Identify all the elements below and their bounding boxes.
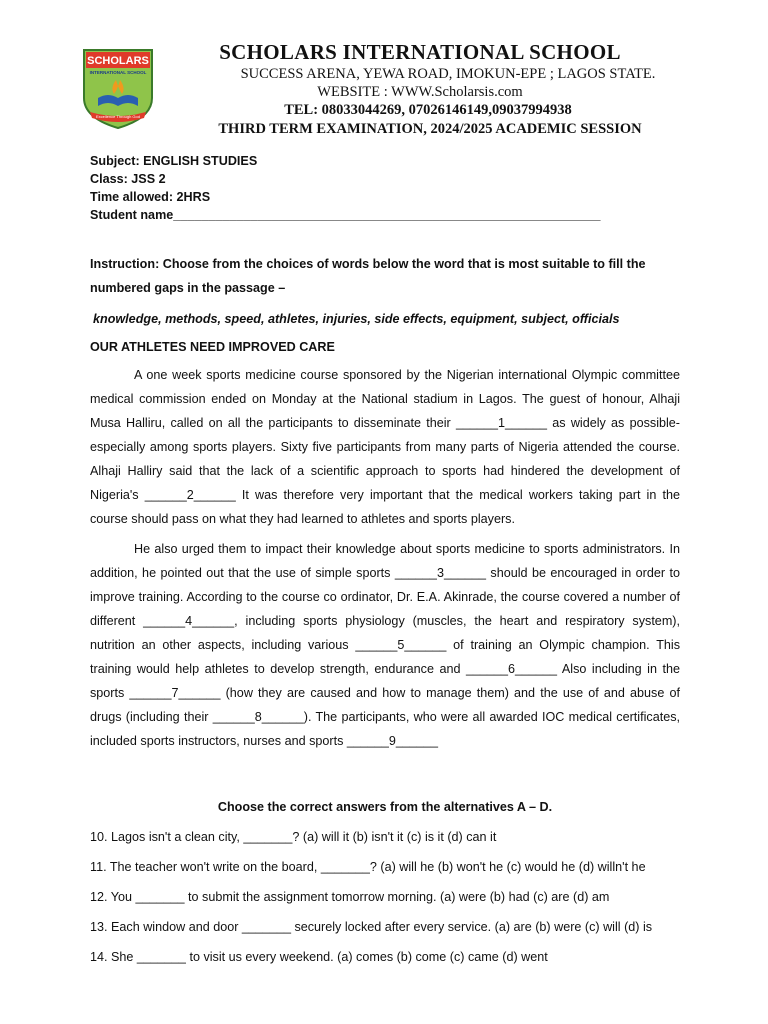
school-website: WEBSITE : WWW.Scholarsis.com	[317, 84, 523, 100]
passage-title: OUR ATHLETES NEED IMPROVED CARE	[90, 340, 335, 354]
logo-subtext: INTERNATIONAL SCHOOL	[89, 70, 147, 75]
question-list	[90, 828, 680, 966]
question-item: 12. You _______ to submit the assignment tomorrow morning. (a) were (b) had (c) are (d) am	[90, 890, 610, 904]
instruction: Instruction: Choose from the choices of words below the word that is most suitable to fill the numbered gaps in the passage –	[90, 257, 646, 295]
school-address: SUCCESS ARENA, YEWA ROAD, IMOKUN-EPE ; LAGOS STATE.	[240, 66, 656, 82]
passage-paragraph: A one week sports medicine course sponsored by the Nigerian international Olympic committee medical commission ended on Monday at the National stadium in Lagos. The guest of honour, Alhaji Musa Halliru, called on all the participants to disseminate their ______1______ as widely as possible-especially among sports players. Sixty five participants from many parts of Nigeria attended the course. Alhaji Halliry said that the lack of a scientific approach to sports had hindered the development of Nigeria's ______2______ It was therefore very important that the medical workers taking part in the course should pass on what they had learned to athletes and sports players.	[90, 368, 680, 526]
passage-paragraph: He also urged them to impact their knowledge about sports medicine to sports administrators. In addition, he pointed out that the use of simple sports ______3______ should be encouraged in order to improve training. According to the course co ordinator, Dr. E.A. Akinrade, the course covered a number of different ______4______, including sports physiology (muscles, the heart and respiratory system), nutrition an other aspects, including various ______5______ of training an Olympic champion. This training would help athletes to develop strength, endurance and ______6______ Also including in the sports ______7______ (how they are caused and how to manage them) and the use of and abuse of drugs (including their ______8______). The participants, who were all awarded IOC medical certificates, included sports instructors, nurses and sports ______9______	[90, 542, 680, 748]
class-line: Class: JSS 2	[90, 172, 166, 186]
section-b-instruction: Choose the correct answers from the alternatives A – D.	[217, 800, 553, 814]
exam-info	[90, 152, 680, 224]
school-name: SCHOLARS INTERNATIONAL SCHOOL	[219, 40, 621, 64]
student-name-line: Student name_____________________________________________________________	[90, 208, 601, 222]
subject-line: Subject: ENGLISH STUDIES	[90, 154, 258, 168]
logo-text: SCHOLARS	[87, 55, 149, 67]
logo-motto: Excellence Through God	[96, 114, 140, 119]
question-item: 14. She _______ to visit us every weekend. (a) comes (b) come (c) came (d) went	[90, 950, 548, 964]
word-list: knowledge, methods, speed, athletes, injuries, side effects, equipment, subject, officials	[93, 312, 620, 326]
question-item: 10. Lagos isn't a clean city, _______? (a) will it (b) isn't it (c) is it (d) can it	[90, 830, 497, 844]
time-line: Time allowed: 2HRS	[90, 190, 211, 204]
school-header	[170, 40, 690, 139]
school-phone: TEL: 08033044269, 07026146149,09037994938	[284, 102, 572, 118]
exam-body	[90, 152, 680, 966]
school-logo	[80, 46, 156, 130]
question-item: 13. Each window and door _______ securely locked after every service. (a) are (b) were (c) will (d) is	[90, 920, 653, 934]
question-item: 11. The teacher won't write on the board, _______? (a) will he (b) won't he (c) would he (d) willn't he	[90, 860, 646, 874]
exam-title: THIRD TERM EXAMINATION, 2024/2025 ACADEMIC SESSION	[218, 121, 642, 137]
